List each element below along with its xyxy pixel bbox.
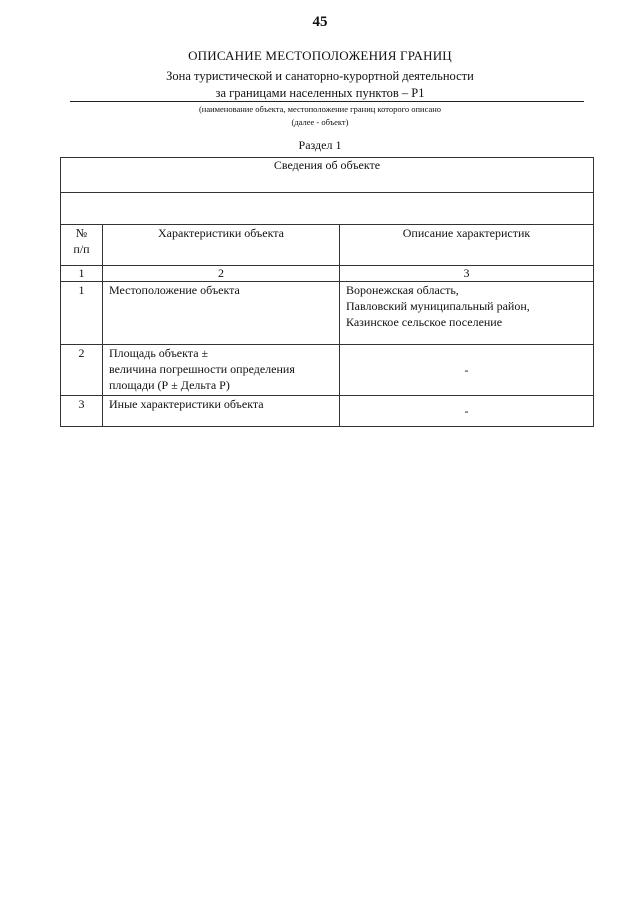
table-row — [61, 282, 594, 345]
row-number: 1 — [61, 282, 103, 345]
row-description: - — [340, 345, 594, 396]
table-title: Сведения об объекте — [61, 158, 594, 193]
column-number: 1 — [61, 266, 103, 282]
row-number: 3 — [61, 396, 103, 427]
section-label: Раздел 1 — [298, 138, 342, 152]
zone-name-line-2: за границами населенных пунктов – Р1 — [215, 86, 425, 100]
row-number: 2 — [61, 345, 103, 396]
table-blank-cell — [61, 193, 594, 225]
column-number: 2 — [103, 266, 340, 282]
header-characteristics: Характеристики объекта — [103, 225, 340, 266]
column-number: 3 — [340, 266, 594, 282]
table-row — [61, 396, 594, 427]
table-blank-row — [61, 193, 594, 225]
row-description: - — [340, 396, 594, 427]
page-number: 45 — [312, 14, 328, 30]
document-title: ОПИСАНИЕ МЕСТОПОЛОЖЕНИЯ ГРАНИЦ — [188, 48, 452, 63]
row-characteristic: Местоположение объекта — [103, 282, 340, 345]
table-row — [61, 345, 594, 396]
object-info-table — [60, 157, 594, 427]
object-note-line-2: (далее - объект) — [291, 117, 349, 127]
object-note-line-1: (наименование объекта, местоположение границ которого описано — [198, 104, 442, 114]
row-description: Воронежская область, Павловский муниципальный район, Казинское сельское поселение — [340, 282, 594, 345]
table-header-row — [61, 225, 594, 266]
table-title-row — [61, 158, 594, 193]
column-number-row — [61, 266, 594, 282]
underline-rule — [70, 101, 584, 102]
header-description: Описание характеристик — [340, 225, 594, 266]
row-characteristic: Площадь объекта ± величина погрешности определения площади (Р ± Дельта Р) — [103, 345, 340, 396]
row-characteristic: Иные характеристики объекта — [103, 396, 340, 427]
header-num: № п/п — [61, 225, 103, 266]
zone-name-line-1: Зона туристической и санаторно-курортной деятельности — [166, 69, 474, 83]
